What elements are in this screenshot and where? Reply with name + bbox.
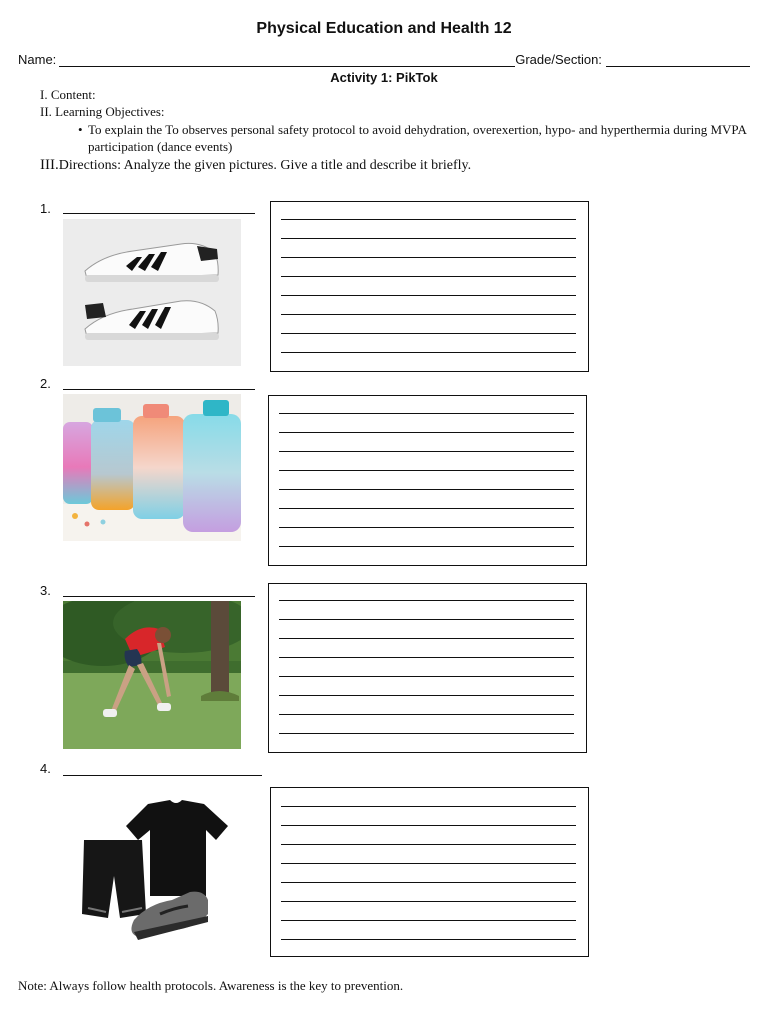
sneakers-image (63, 219, 241, 366)
name-field[interactable] (59, 52, 515, 67)
title-field-1[interactable] (63, 213, 255, 214)
title-field-3[interactable] (63, 596, 255, 597)
item-number-3: 3. (40, 583, 51, 598)
grade-section-label: Grade/Section: (515, 52, 602, 67)
sportswear-image (78, 796, 238, 946)
directions-text: Directions: Analyze the given pictures. Give a title and describe it briefly. (58, 158, 472, 173)
stretching-exercise-image (63, 601, 241, 749)
description-box-3[interactable] (268, 583, 587, 753)
description-box-2[interactable] (268, 395, 587, 566)
worksheet-title: Physical Education and Health 12 (256, 20, 512, 37)
description-box-4[interactable] (270, 787, 589, 957)
activity-heading: Activity 1: PikTok (330, 70, 438, 85)
item-number-1: 1. (40, 201, 51, 216)
description-box-1[interactable] (270, 201, 589, 372)
objectives-heading: II. Learning Objectives: (40, 104, 165, 119)
directions (40, 157, 471, 174)
health-note: Note: Always follow health protocols. Awareness is the key to prevention. (18, 978, 404, 993)
objective-item (78, 121, 754, 155)
title-field-2[interactable] (63, 389, 255, 390)
name-label: Name: (18, 52, 57, 67)
bullet-icon: • (78, 122, 83, 137)
name-grade-row (18, 52, 750, 67)
item-number-4: 4. (40, 761, 51, 776)
title-field-4[interactable] (63, 775, 262, 776)
objective-text: To explain the To observes personal safety protocol to avoid dehydration, overexertion, hypo- and hyperthermia during MVPA participation (dance events) (88, 122, 747, 154)
directions-number: III. (40, 157, 59, 173)
water-bottles-image (63, 394, 241, 541)
item-number-2: 2. (40, 376, 51, 391)
grade-section-field[interactable] (606, 52, 750, 67)
content-heading: I. Content: (40, 87, 96, 102)
